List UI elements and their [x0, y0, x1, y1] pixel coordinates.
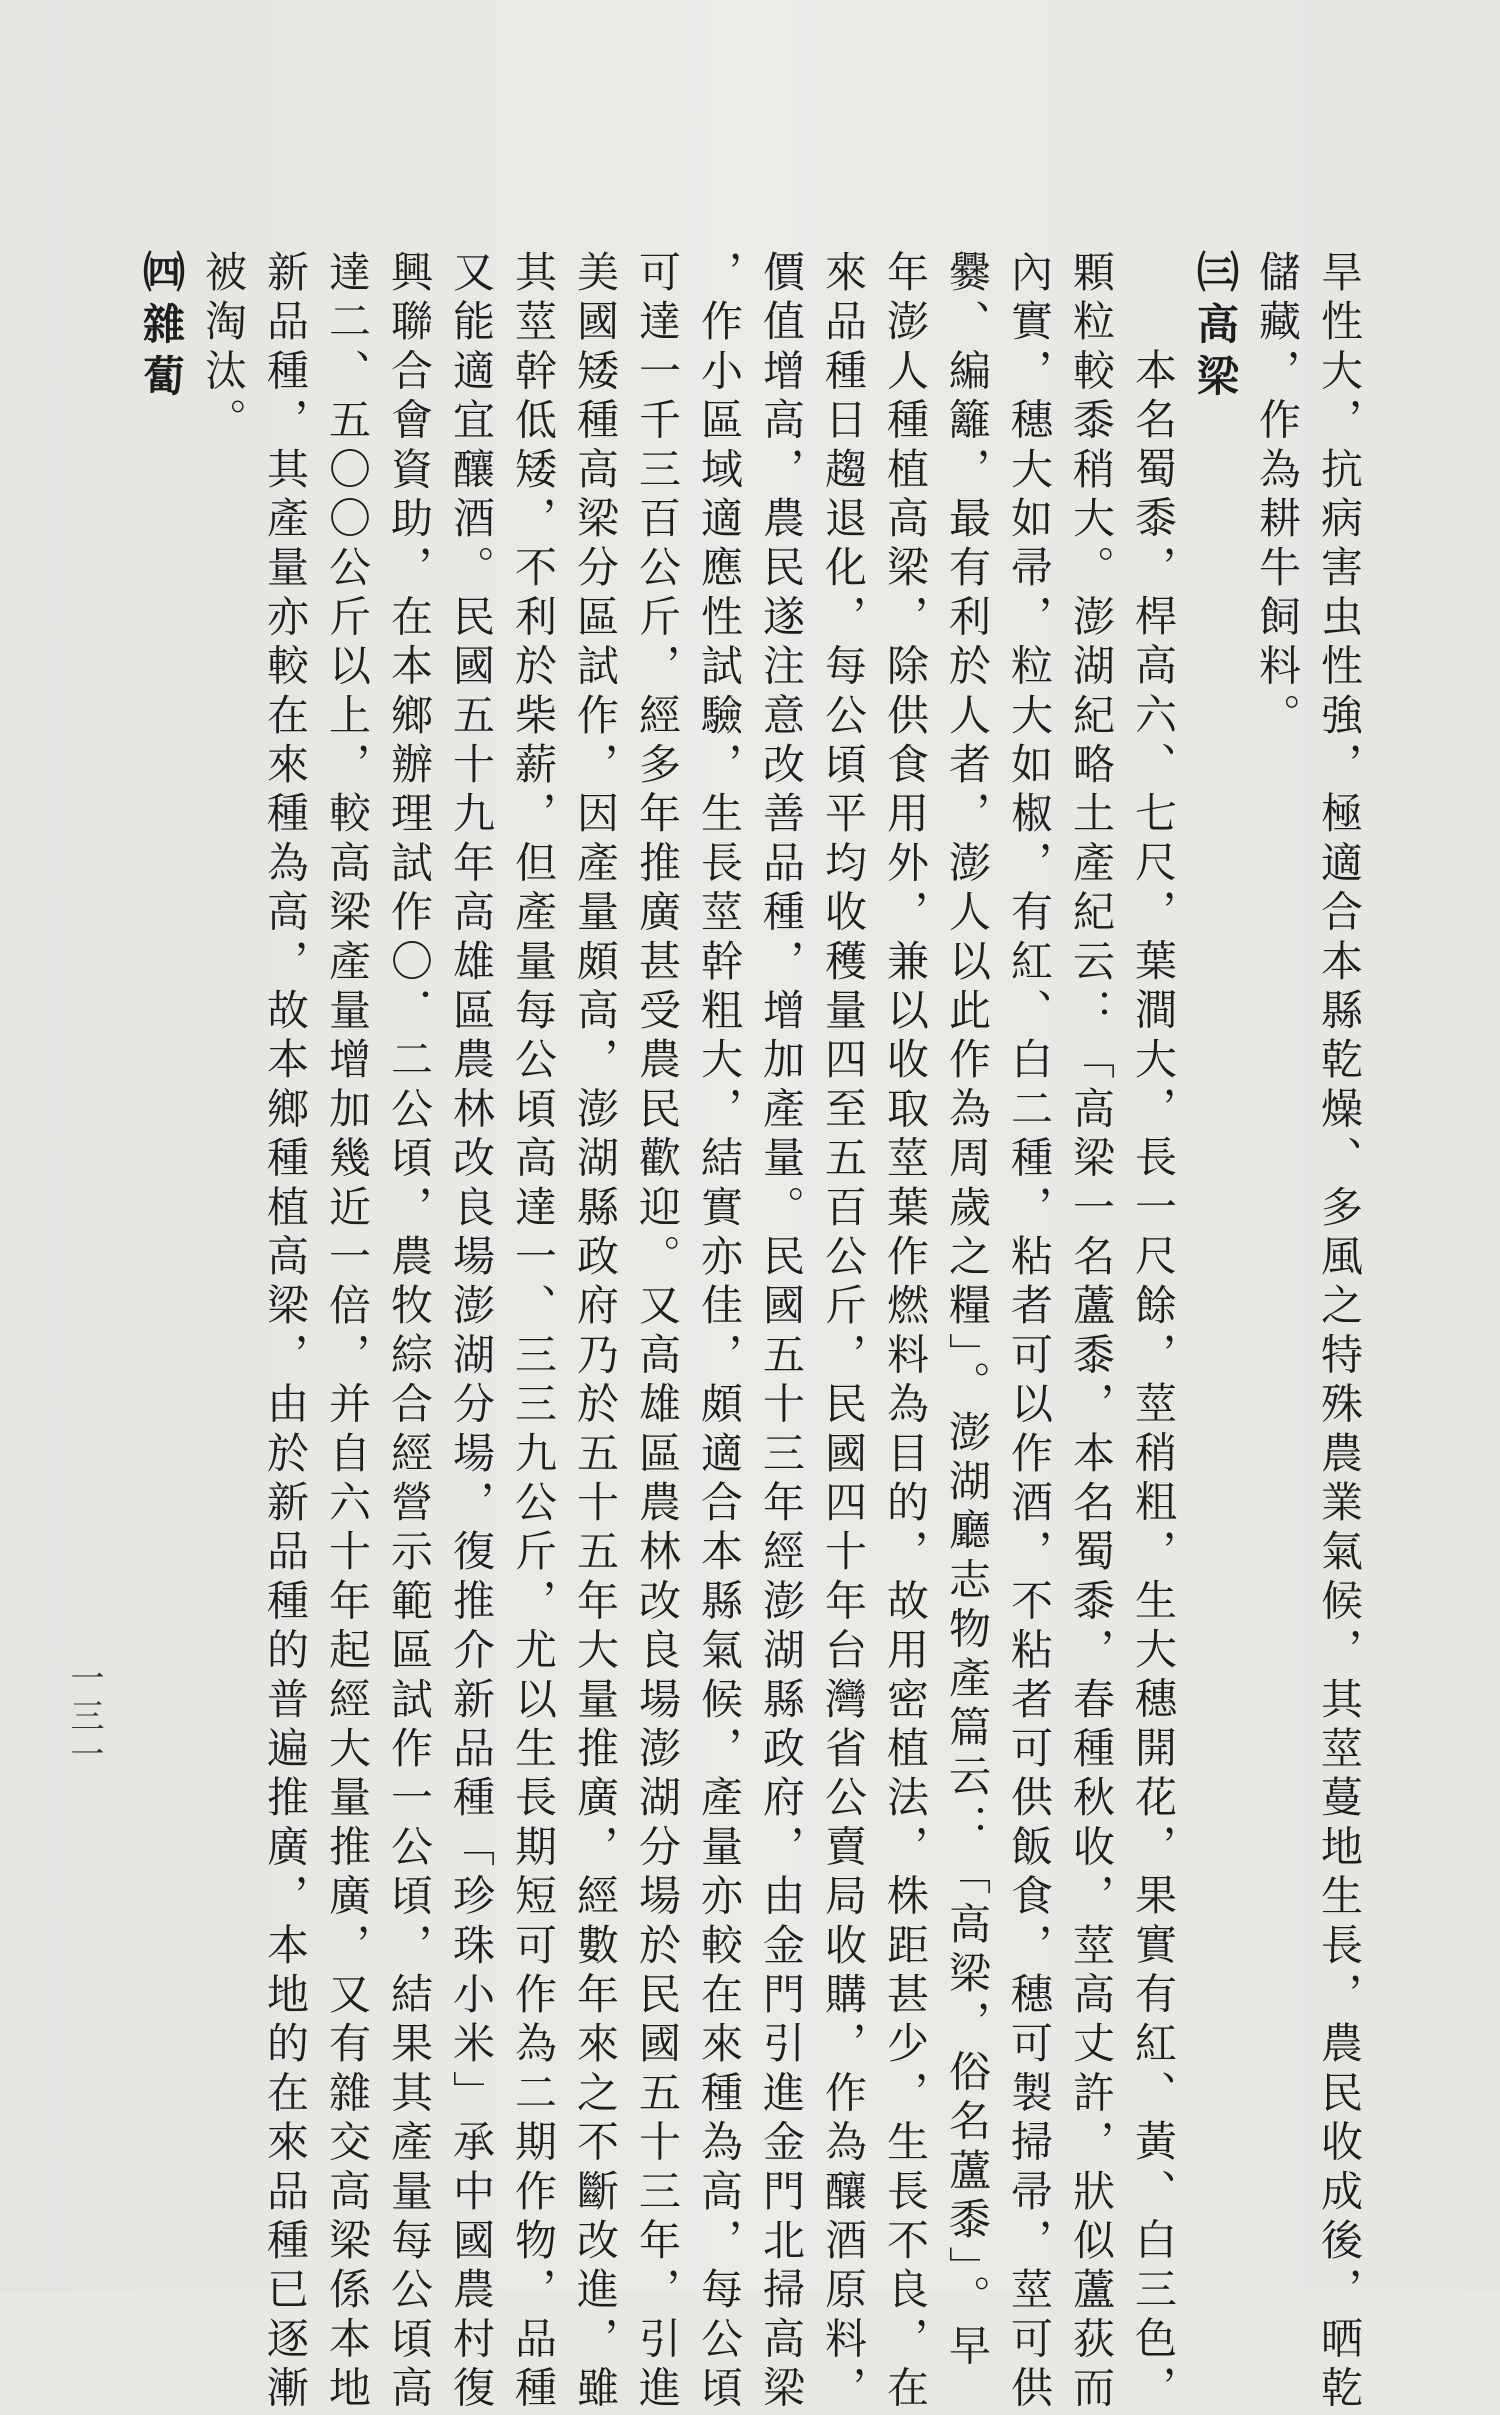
text-line: 儲藏，作為耕牛飼料。	[1253, 250, 1302, 742]
text-line: 達二、五〇〇公斤以上，較高梁產量增加幾近一倍，并自六十年起經大量推廣，又有雜交高梁係本地	[323, 250, 372, 2415]
section-heading: ㈣雜蔔	[137, 250, 186, 406]
text-line: 來品種日趨退化，每公頃平均收穫量四至五百公斤，民國四十年台灣省公賣局收購，作為釀酒原料，	[819, 250, 868, 2415]
text-line: 其莖幹低矮，不利於柴薪，但產量每公頃高達一、三三九公斤，尤以生長期短可作為二期作物，品種	[509, 250, 558, 2415]
text-line: 年澎人種植高梁，除供食用外，兼以收取莖葉作燃料為目的，故用密植法，株距甚少，生長不良，在	[881, 250, 930, 2415]
text-line: 興聯合會資助，在本鄉辦理試作〇．二公頃，農牧綜合經營示範區試作一公頃，結果其產量每公頃高	[385, 250, 434, 2415]
text-line: 旱性大，抗病害虫性強，極適合本縣乾燥、多風之特殊農業氣候，其莖蔓地生長，農民收成後，晒乾	[1315, 250, 1364, 2415]
text-line: 新品種，其產量亦較在來種為高，故本鄉種植高梁，由於新品種的普遍推廣，本地的在來品種已逐漸	[261, 250, 310, 2415]
text-line: 本名蜀黍，桿高六、七尺，葉澗大，長一尺餘，莖稍粗，生大穗開花，果實有紅、黃、白三色，	[1129, 348, 1178, 2415]
text-line: 美國矮種高梁分區試作，因產量頗高，澎湖縣政府乃於五十五年大量推廣，經數年來之不斷改進，雖	[571, 250, 620, 2415]
text-line: 顆粒較黍稍大。澎湖紀略土產紀云：「高梁一名蘆黍，本名蜀黍，春種秋收，莖高丈許，狀似蘆荻而	[1067, 250, 1116, 2415]
text-line: 價值增高，農民遂注意改善品種，增加產量。民國五十三年經澎湖縣政府，由金門引進金門北掃高梁	[757, 250, 806, 2415]
text-line: 被淘汰。	[199, 250, 248, 447]
text-line: 又能適宜釀酒。民國五十九年高雄區農林改良場澎湖分場，復推介新品種「珍珠小米」承中國農村復	[447, 250, 496, 2415]
text-line: 可達一千三百公斤，經多年推廣甚受農民歡迎。又高雄區農林改良場澎湖分場於民國五十三年，引進	[633, 250, 682, 2415]
section-heading: ㈢高梁	[1191, 250, 1240, 406]
text-line: ，作小區域適應性試驗，生長莖幹粗大，結實亦佳，頗適合本縣氣候，產量亦較在來種為高，每公頃	[695, 250, 744, 2415]
text-line: 內實，穗大如帚，粒大如椒，有紅、白二種，粘者可以作酒，不粘者可供飯食，穗可製掃帚，莖可供	[1005, 250, 1054, 2415]
text-line: 爨、編籬，最有利於人者，澎人以此作為周歲之糧」。澎湖廳志物產篇云：「高梁，俗名蘆黍」。早	[943, 250, 992, 2373]
vertical-text-block	[130, 250, 1370, 2415]
page-number: 一三一	[64, 1660, 104, 1774]
